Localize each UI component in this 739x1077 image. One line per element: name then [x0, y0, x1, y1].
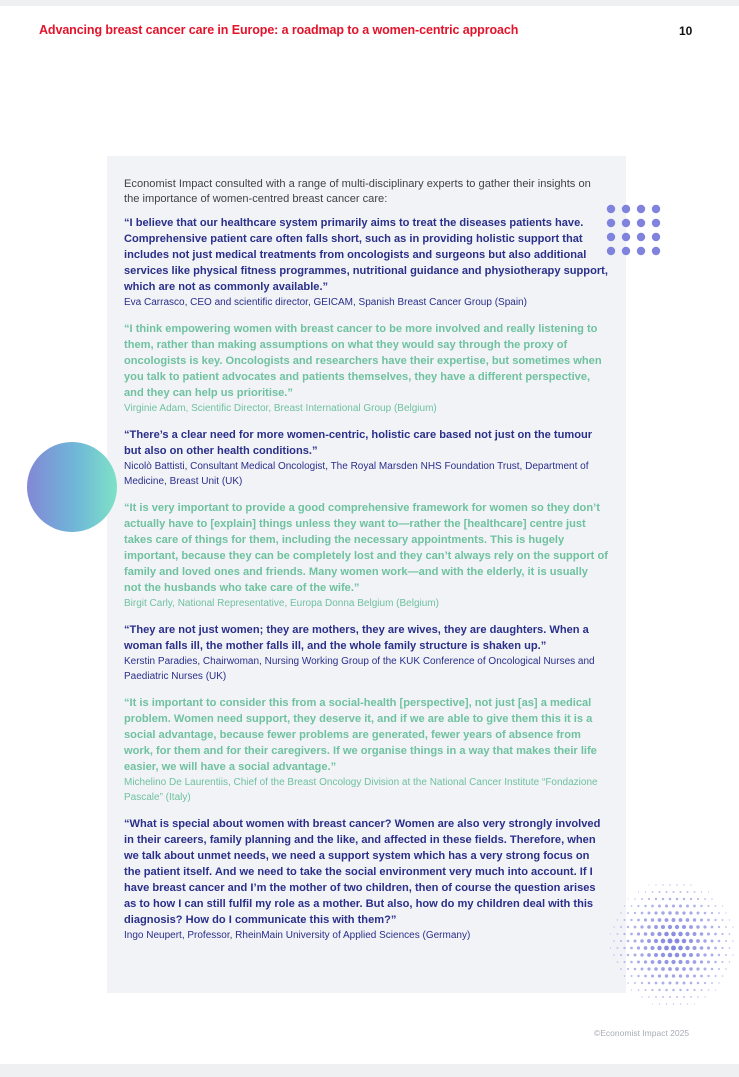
quote-attribution: Eva Carrasco, CEO and scientific director, GEICAM, Spanish Breast Cancer Group (Spain) — [124, 297, 527, 308]
quote-block — [124, 695, 608, 805]
quote-block — [124, 500, 608, 611]
copyright: ©Economist Impact 2025 — [594, 1028, 690, 1038]
quote-attribution: Kerstin Paradies, Chairwoman, Nursing Working Group of the KUK Conference of Oncological Nurses and Paediatric Nurses (UK) — [124, 656, 595, 682]
quote-attribution: Michelino De Laurentiis, Chief of the Breast Oncology Division at the National Cancer Institute “Fondazione Pascale” (Italy) — [124, 777, 598, 803]
intro-text: Economist Impact consulted with a range of multi-disciplinary experts to gather their insights on the importance of women-centred breast cancer care: — [124, 178, 591, 205]
halftone-dots — [605, 874, 735, 1014]
quote-text: “It is very important to provide a good comprehensive framework for women so they don’t actually have to [explain] things unless they want to—rather the [healthcare] centre just takes care of things for them, including the necessary appointments. This is hugely important, because they can be completely lost and they can’t always rely on the support of family and loved ones and friends. Many women work—and with the elderly, it is usually not the husbands who take care of the wife.” — [124, 502, 608, 594]
quote-block — [124, 622, 608, 684]
quote-text: “I believe that our healthcare system primarily aims to treat the diseases patients have. Comprehensive patient care often falls short, such as in providing holistic support that includes not just medical treatments from oncologists and surgeons but also additional services like physical fitness programmes, nutritional guidance and physiotherapy support, which are not as commonly available.” — [124, 217, 608, 293]
quote-text: “What is special about women with breast cancer? Women are also very strongly involved in their careers, family planning and the like, and affected in these fields. Therefore, when we talk about unmet needs, we need a support system which has a very strong focus on the patient itself. And we need to take the social environment very much into account. If I have breast cancer and I’m the mother of two children, then of course the question arises as to how I can still fulfil my role as a mother. But also, how do my children deal with this diagnosis? How do I communicate this with them?” — [124, 818, 601, 926]
quote-block — [124, 321, 608, 416]
quote-block — [124, 215, 608, 310]
quote-text: “It is important to consider this from a social-health [perspective], not just [as] a medical problem. Women need support, they deserve it, and if we are able to give them this it is a social advantage, because fewer problems are generated, fewer years of absence from work, for them and for their caregivers. If we organise things in a way that makes their life easier, we will have a social advantage.” — [124, 697, 597, 773]
gradient-circle — [27, 442, 117, 532]
quote-text: “I think empowering women with breast cancer to be more involved and really listening to them, rather than making assumptions on what they would say through the proxy of oncologists is key. Oncologists and researchers have their expertise, but sometimes when you talk to patient advocates and patients themselves, they have a different perspective, and they can help us prioritise.” — [124, 323, 602, 399]
dot-grid-icon — [606, 203, 666, 263]
quote-attribution: Nicolò Battisti, Consultant Medical Oncologist, The Royal Marsden NHS Foundation Trust, Department of Medicine, Breast Unit (UK) — [124, 461, 589, 487]
quotes-panel — [107, 156, 626, 993]
page — [0, 6, 739, 1064]
quote-text: “There’s a clear need for more women-centric, holistic care based not just on the tumour but also on other health conditions.” — [124, 429, 593, 457]
quote-attribution: Virginie Adam, Scientific Director, Breast International Group (Belgium) — [124, 403, 437, 414]
quote-attribution: Ingo Neupert, Professor, RheinMain University of Applied Sciences (Germany) — [124, 930, 471, 941]
quote-text: “They are not just women; they are mothers, they are wives, they are daughters. When a woman falls ill, the mother falls ill, and the whole family structure is shaken up.” — [124, 624, 589, 652]
quotes-content — [124, 177, 608, 954]
quote-block — [124, 816, 608, 943]
quote-attribution: Birgit Carly, National Representative, Europa Donna Belgium (Belgium) — [124, 598, 439, 609]
document-title: Advancing breast cancer care in Europe: a roadmap to a women-centric approach — [39, 23, 519, 37]
quote-block — [124, 427, 608, 489]
page-number: 10 — [679, 24, 693, 38]
